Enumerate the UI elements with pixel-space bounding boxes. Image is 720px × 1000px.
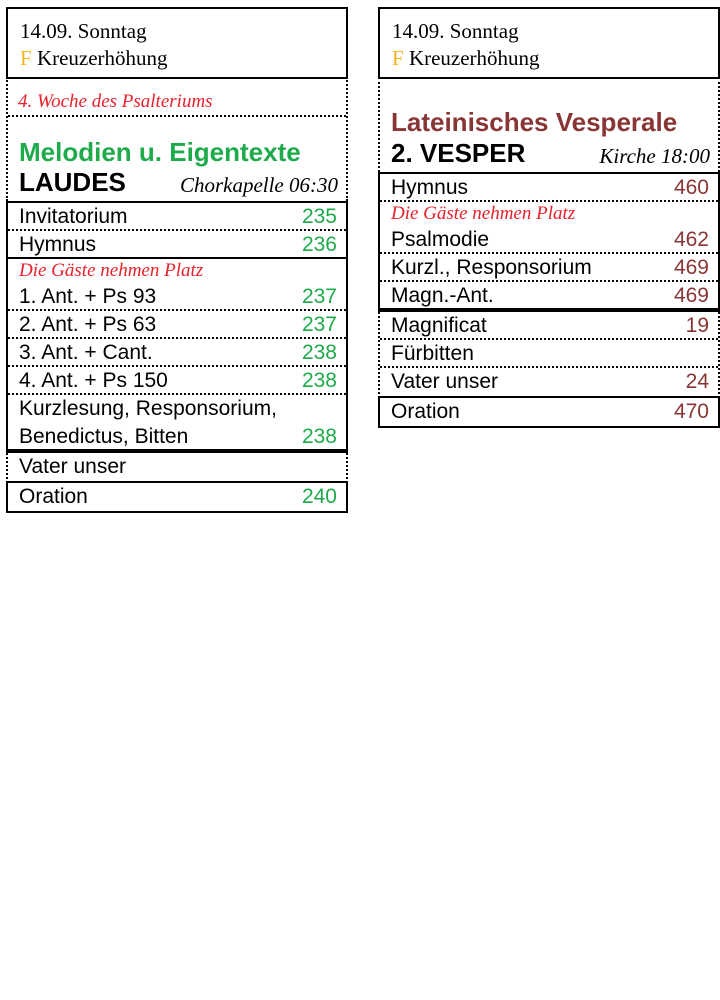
list-item: 3. Ant. + Cant. 238 <box>8 339 346 367</box>
laudes-header <box>6 7 348 77</box>
vesper-header <box>378 7 720 77</box>
list-item: Vater unser <box>19 455 126 478</box>
laudes-title: Melodien u. Eigentexte <box>19 137 301 167</box>
list-item: Kurzlesung, Responsorium, <box>19 397 277 420</box>
page-number: 238 <box>301 369 337 392</box>
list-item: Vater unser 24 <box>380 368 718 396</box>
page-number: 24 <box>685 370 709 393</box>
list-item: 4. Ant. + Ps 150 238 <box>8 367 346 395</box>
laudes-oration-block <box>6 483 348 513</box>
laudes-date: 14.09. Sonntag <box>20 19 147 43</box>
laudes-vater-block <box>6 453 348 483</box>
vesper-oration-block <box>378 398 720 428</box>
vesper-lower-block <box>378 312 720 398</box>
laudes-list <box>6 201 348 453</box>
page-number: 469 <box>673 256 709 279</box>
laudes-column <box>6 7 348 513</box>
vesper-list <box>378 172 720 312</box>
list-item: Oration 470 <box>380 398 718 426</box>
laudes-feast <box>20 45 346 72</box>
page-number: 460 <box>673 176 709 199</box>
list-item: Invitatorium 235 <box>8 203 346 231</box>
vesper-place: Kirche 18:00 <box>599 144 710 168</box>
list-item: Hymnus 460 <box>380 174 718 202</box>
list-item: Fürbitten <box>380 340 718 368</box>
guest-note: Die Gäste nehmen Platz <box>391 203 576 224</box>
feast-marker: F <box>20 46 32 70</box>
list-item: Kurzl., Responsorium 469 <box>380 254 718 282</box>
page-number: 470 <box>673 400 709 423</box>
page-number: 238 <box>301 341 337 364</box>
list-item: 2. Ant. + Ps 63 237 <box>8 311 346 339</box>
page-number: 237 <box>301 285 337 308</box>
vesper-title-block <box>378 77 720 172</box>
list-item: Magn.-Ant. 469 <box>380 282 718 310</box>
vesper-title: Lateinisches Vesperale <box>391 107 678 137</box>
page-number: 238 <box>301 425 337 448</box>
laudes-title-block <box>6 77 348 201</box>
page-number: 469 <box>673 284 709 307</box>
laudes-hour: LAUDES <box>19 167 126 197</box>
list-item: Benedictus, Bitten 238 <box>8 423 346 451</box>
feast-name: Kreuzerhöhung <box>36 46 168 70</box>
vesper-column <box>378 7 720 428</box>
guest-note: Die Gäste nehmen Platz <box>19 260 204 281</box>
list-item: Psalmodie 462 <box>380 226 718 254</box>
page-number: 240 <box>301 485 337 508</box>
page-number: 19 <box>685 314 709 337</box>
vesper-feast <box>392 45 718 72</box>
psalter-week: 4. Woche des Psalteriums <box>18 91 213 112</box>
list-item: 1. Ant. + Ps 93 237 <box>8 283 346 311</box>
page-number: 236 <box>301 233 337 256</box>
list-item: Hymnus 236 <box>8 231 346 259</box>
vesper-hour: 2. VESPER <box>391 138 526 168</box>
vesper-date: 14.09. Sonntag <box>392 19 519 43</box>
page-number: 462 <box>673 228 709 251</box>
feast-marker: F <box>392 46 404 70</box>
divider <box>8 115 346 117</box>
page-number: 237 <box>301 313 337 336</box>
page-number: 235 <box>301 205 337 228</box>
feast-name: Kreuzerhöhung <box>408 46 540 70</box>
list-item: Magnificat 19 <box>380 312 718 340</box>
laudes-place: Chorkapelle 06:30 <box>179 173 338 197</box>
list-item: Oration 240 <box>8 483 346 511</box>
